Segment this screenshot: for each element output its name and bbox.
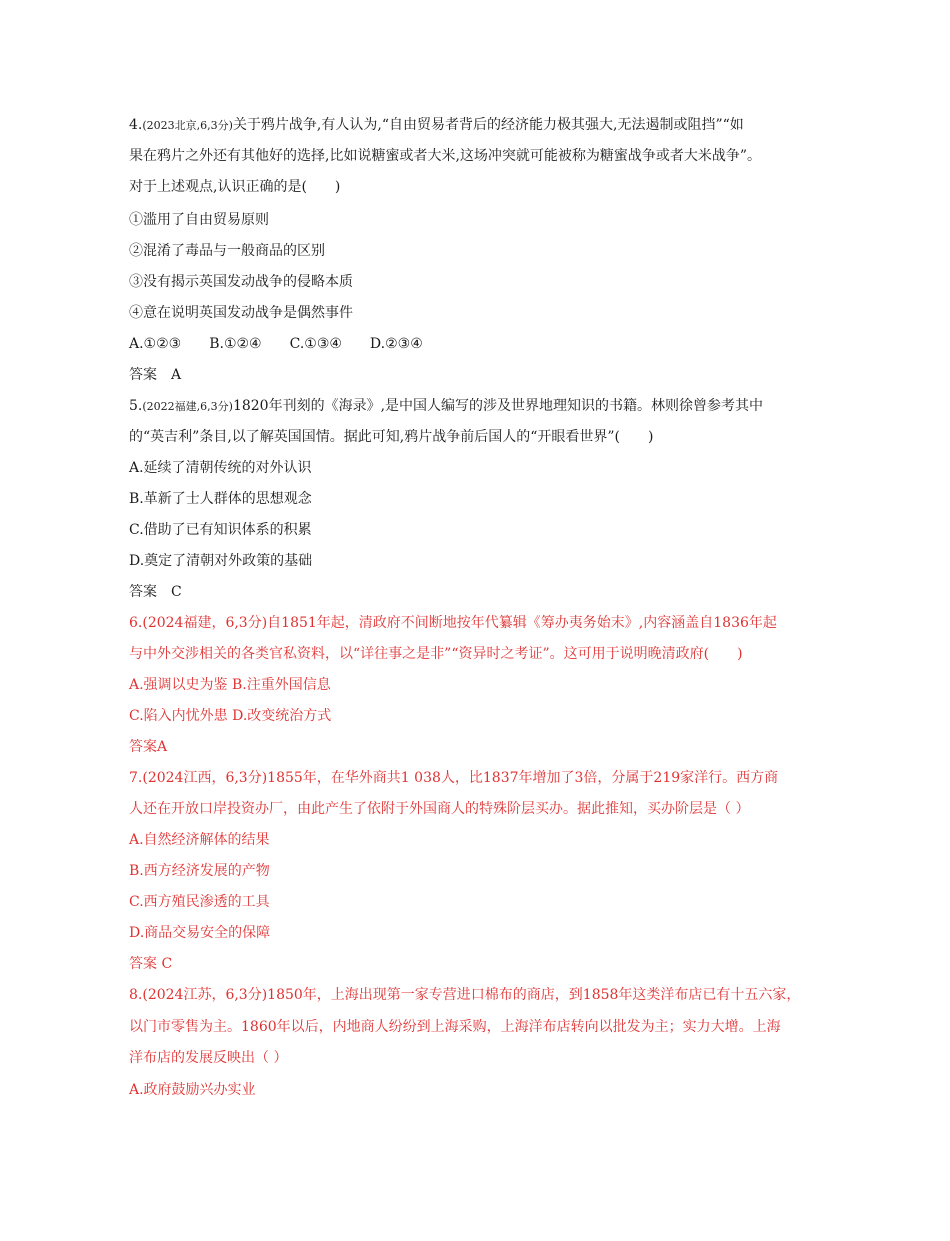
q4-options: A.①②③ B.①②④ C.①③④ D.②③④ [129,336,423,352]
q7-stem-line-2: 人还在开放口岸投资办厂，由此产生了依附于外国商人的特殊阶层买办。据此推知，买办阶层是（ ） [129,801,750,817]
q7-option-c: C.西方殖民渗透的工具 [129,894,270,910]
q4-item-3: ③没有揭示英国发动战争的侵略本质 [129,274,353,290]
q4-stem-line-3: 对于上述观点,认识正确的是( ) [129,179,341,195]
q4-stem-line-1 [129,115,829,136]
q8-stem-line-1: 8.(2024江苏，6,3分)1850年，上海出现第一家专营进口棉布的商店，到1858年这类洋布店已有十五六家， [129,987,801,1003]
q4-item-4: ④意在说明英国发动战争是偶然事件 [129,305,353,321]
q7-option-a: A.自然经济解体的结果 [129,832,270,848]
q5-number: 5. [129,398,143,414]
q5-answer: 答案 C [129,584,182,600]
q6-options-line-2: C.陷入内忧外患 D.改变统治方式 [129,708,332,724]
q7-option-b: B.西方经济发展的产物 [129,863,270,879]
q7-option-d: D.商品交易安全的保障 [129,925,271,941]
q5-stem-line-1 [129,396,829,417]
q4-answer: 答案 A [129,367,182,383]
q4-number: 4. [129,117,143,133]
q8-stem-line-2: 以门市零售为主。1860年以后，内地商人纷纷到上海采购，上海洋布店转向以批发为主；实力大增。上海 [129,1019,781,1035]
q5-option-b: B.革新了士人群体的思想观念 [129,491,312,507]
q6-stem-line-1: 6.(2024福建，6,3分)自1851年起，清政府不间断地按年代纂辑《筹办夷务始末》,内容涵盖自1836年起 [129,615,777,631]
q4-stem-line-2: 果在鸦片之外还有其他好的选择,比如说糖蜜或者大米,这场冲突就可能被称为糖蜜战争或者大米战争”。 [129,148,762,164]
q5-option-a: A.延续了清朝传统的对外认识 [129,460,312,476]
q6-stem-line-2: 与中外交涉相关的各类官私资料，以“详往事之是非”“资异时之考证”。这可用于说明晚清政府( ) [129,646,743,662]
q4-source: (2023北京,6,3分) [142,119,233,132]
q8-option-a: A.政府鼓励兴办实业 [129,1082,256,1098]
q8-stem-line-3: 洋布店的发展反映出（ ） [129,1050,288,1066]
q6-options-line-1: A.强调以史为鉴 B.注重外国信息 [129,677,331,693]
q7-stem-line-1: 7.(2024江西，6,3分)1855年，在华外商共1 038人，比1837年增加了3倍，分属于219家洋行。西方商 [129,770,779,786]
q5-option-d: D.奠定了清朝对外政策的基础 [129,553,313,569]
q5-stem-line-2: 的“英吉利”条目,以了解英国国情。据此可知,鸦片战争前后国人的“开眼看世界”( ) [129,429,654,445]
q4-stem-text-1: 关于鸦片战争,有人认为,“自由贸易者背后的经济能力极其强大,无法遏制或阻挡”“如 [232,117,744,133]
q4-item-1: ①滥用了自由贸易原则 [129,212,269,228]
q7-answer: 答案 C [129,956,173,972]
q5-stem-text-1: 1820年刊刻的《海录》,是中国人编写的涉及世界地理知识的书籍。林则徐曾参考其中 [232,398,764,414]
q6-answer: 答案A [129,739,168,755]
q4-item-2: ②混淆了毒品与一般商品的区别 [129,243,325,259]
q5-source: (2022福建,6,3分) [142,400,233,413]
q5-option-c: C.借助了已有知识体系的积累 [129,522,312,538]
